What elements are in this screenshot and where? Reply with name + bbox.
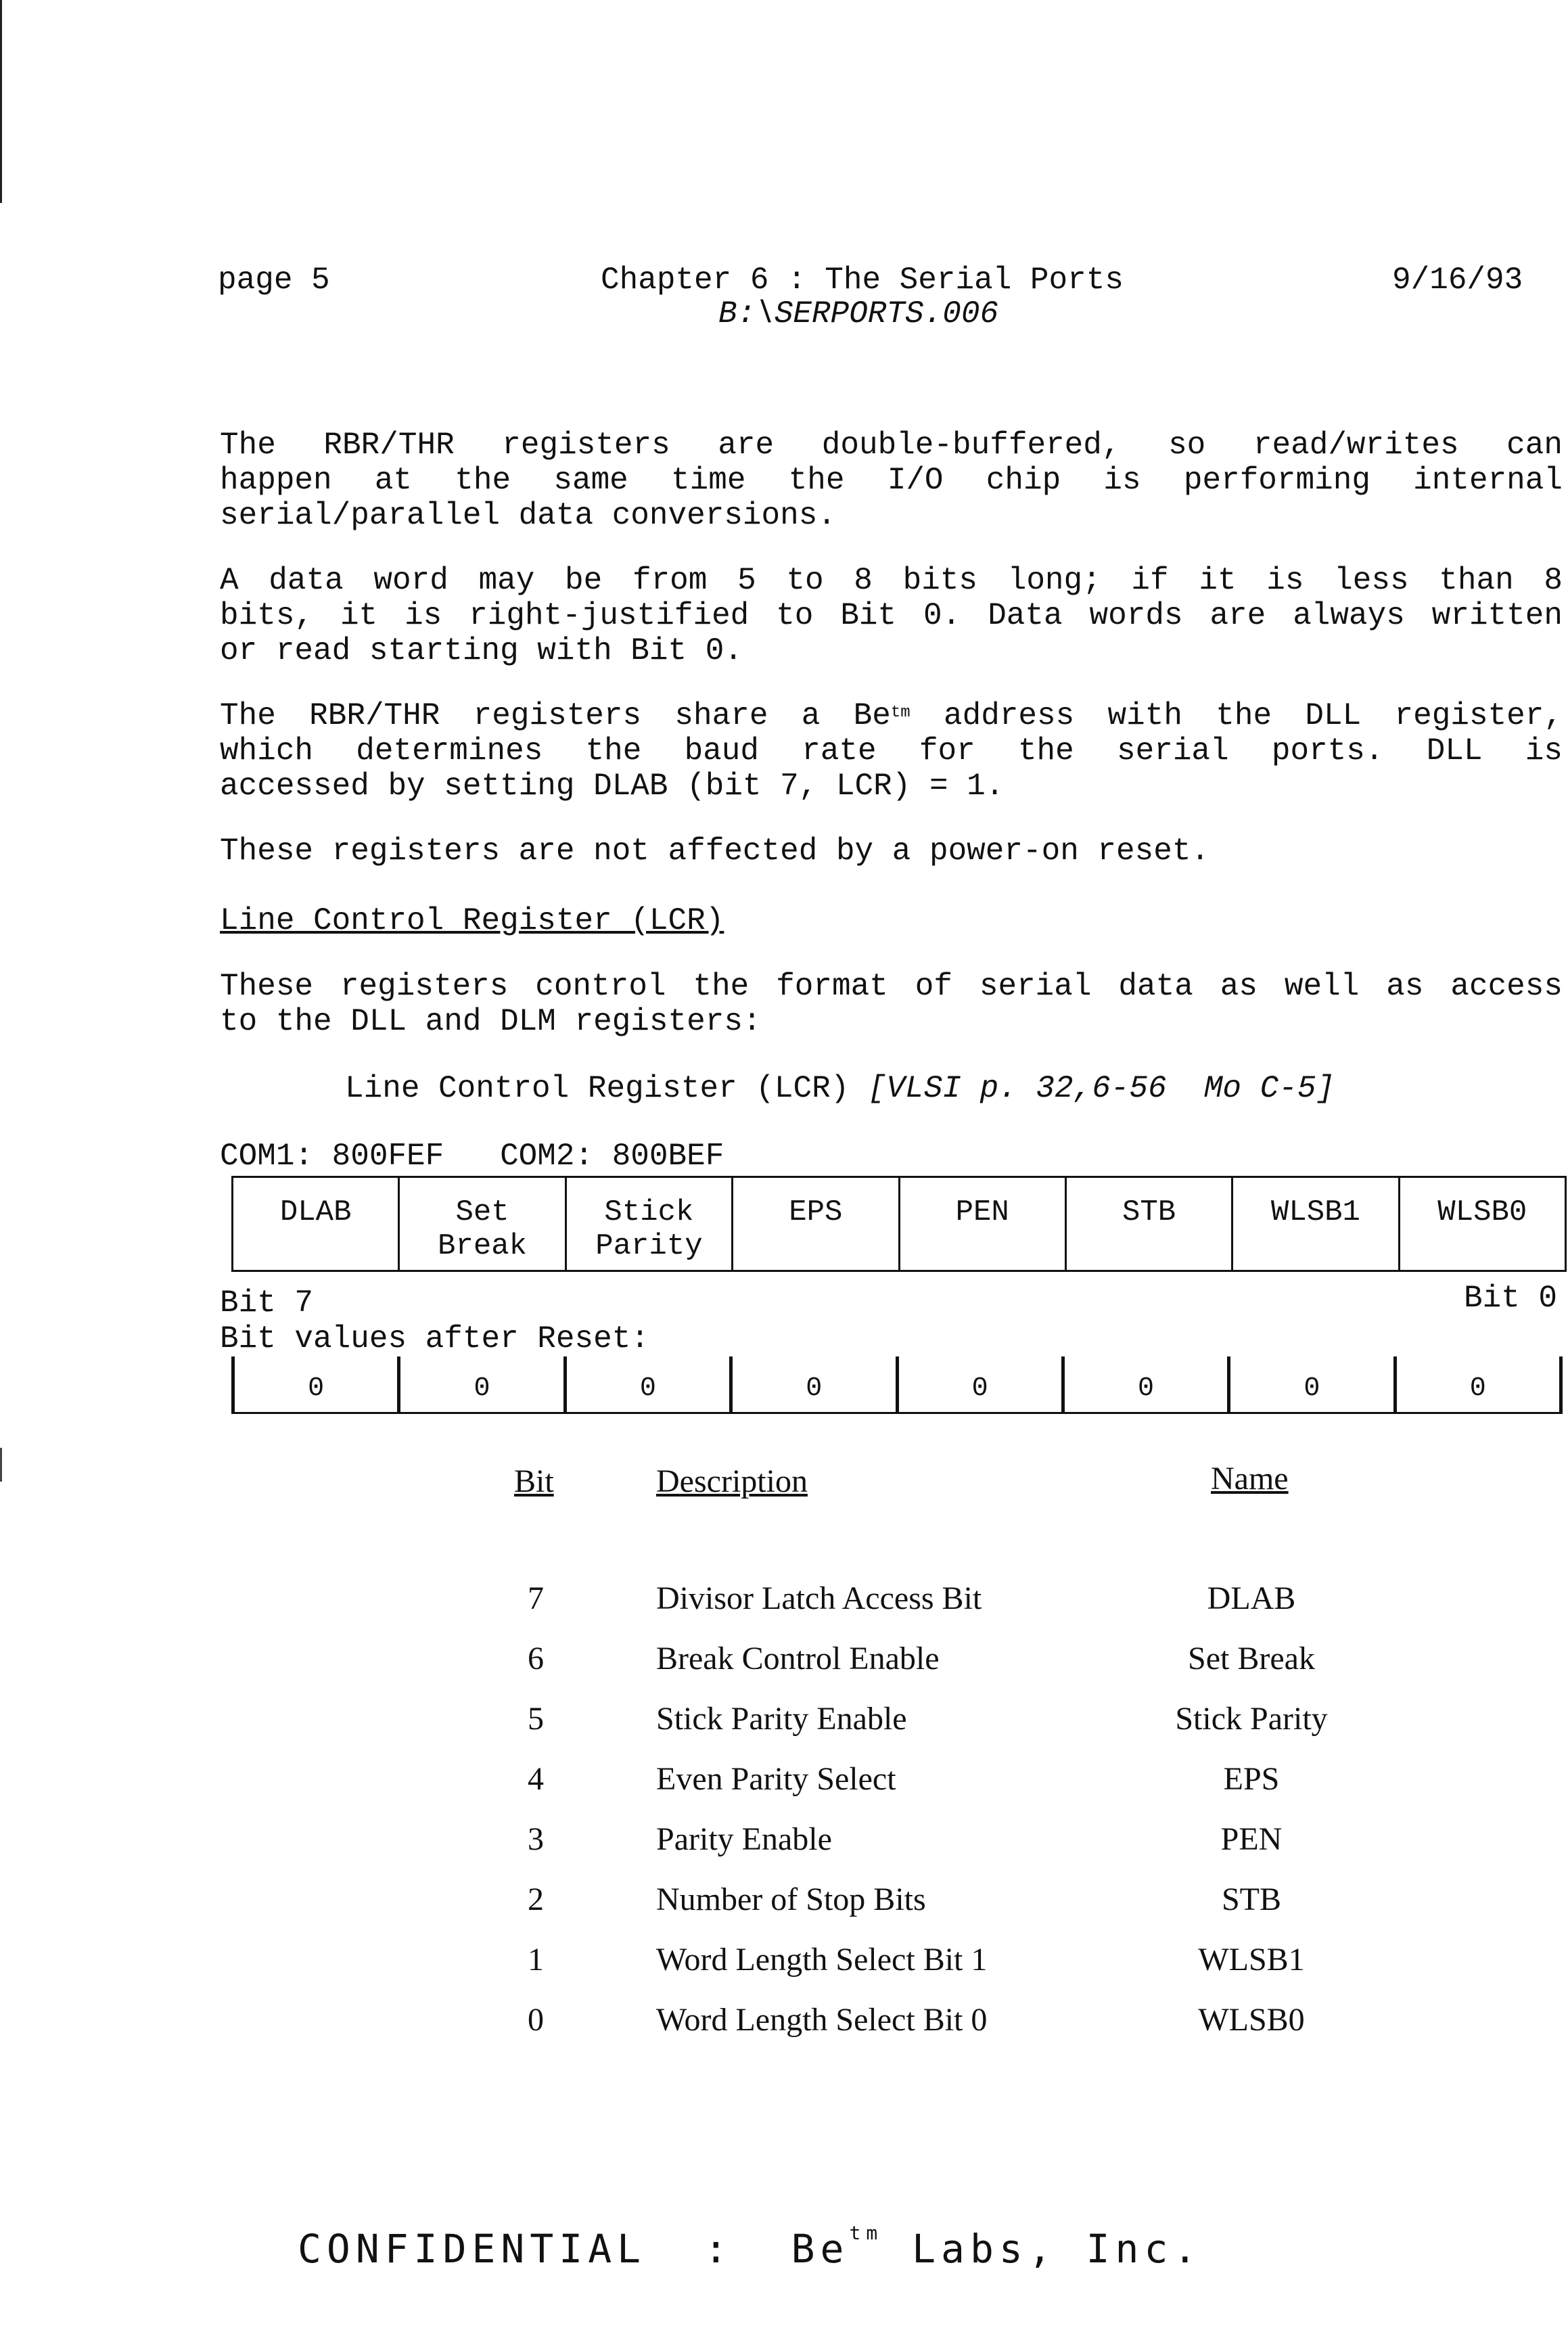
header-chapter-title: Chapter 6 : The Serial Ports — [601, 263, 1124, 298]
register-reference: [VLSI p. 32,6-56 Mo C-5] — [867, 1071, 1335, 1106]
table-header-bit: Bit — [514, 1463, 554, 1499]
paragraph-dll-register — [220, 698, 1563, 804]
paragraph-line: which determines the baud rate for the serial ports. DLL is — [220, 733, 1563, 769]
register-cell: Set Break — [400, 1178, 566, 1270]
paragraph-line: The RBR/THR registers are double-buffered, so read/writes can — [220, 428, 1563, 463]
row-bit: 7 — [528, 1580, 544, 1616]
row-name: Set Break — [1188, 1641, 1315, 1676]
reset-value: 0 — [896, 1356, 1061, 1412]
table-row — [0, 1580, 1568, 1620]
row-bit: 0 — [528, 2002, 544, 2038]
row-name: STB — [1221, 1881, 1282, 1917]
table-header-description: Description — [656, 1463, 808, 1499]
paragraph-power-on-reset: These registers are not affected by a power-on reset. — [220, 834, 1210, 869]
row-name: WLSB1 — [1198, 1942, 1305, 1978]
table-row — [0, 1700, 1568, 1741]
paragraph-line: These registers control the format of serial data as well as access — [220, 969, 1563, 1004]
header-date: 9/16/93 — [1392, 263, 1523, 298]
reset-values-row — [231, 1356, 1563, 1414]
paragraph-line: The RBR/THR registers share a $Be^{tm}$ address with the DLL register, — [220, 698, 1563, 733]
reset-value: 0 — [563, 1356, 729, 1412]
row-description: Word Length Select Bit 0 — [656, 2002, 988, 2038]
row-bit: 2 — [528, 1881, 544, 1917]
table-header-name: Name — [1211, 1461, 1289, 1497]
row-description: Stick Parity Enable — [656, 1701, 907, 1737]
row-bit: 1 — [528, 1942, 544, 1978]
reset-value: 0 — [729, 1356, 895, 1412]
reset-value: 0 — [1061, 1356, 1227, 1412]
table-row — [0, 1640, 1568, 1681]
register-bit-diagram — [231, 1176, 1567, 1272]
table-row — [0, 1760, 1568, 1801]
register-caption: Line Control Register (LCR) [VLSI p. 32,6-56 Mo C-5] — [345, 1071, 1335, 1106]
reset-values-label: Bit values after Reset: — [220, 1321, 649, 1356]
row-description: Number of Stop Bits — [656, 1881, 926, 1917]
bit-low-label: Bit 0 — [1464, 1281, 1558, 1316]
table-row — [0, 2001, 1568, 2042]
paragraph-line: serial/parallel data conversions. — [220, 498, 836, 533]
row-name: Stick Parity — [1175, 1701, 1328, 1737]
paragraph-data-word — [220, 563, 1563, 668]
confidential-footer: CONFIDENTIAL : $Be^{tm}$ Labs, Inc. — [298, 2222, 1203, 2272]
row-bit: 4 — [528, 1761, 544, 1797]
paragraph-double-buffered — [220, 428, 1563, 533]
row-description: Even Parity Select — [656, 1761, 896, 1797]
register-cell: WLSB1 — [1233, 1178, 1400, 1270]
bit-high-label: Bit 7 — [220, 1285, 314, 1321]
table-row — [0, 1821, 1568, 1861]
row-bit: 6 — [528, 1641, 544, 1676]
row-name: WLSB0 — [1198, 2002, 1305, 2038]
section-heading-lcr: Line Control Register (LCR) — [220, 903, 724, 938]
paragraph-line: or read starting with Bit 0. — [220, 633, 743, 668]
register-cell: WLSB0 — [1437, 1195, 1527, 1229]
register-cell: Stick Parity — [567, 1178, 733, 1270]
trademark-superscript: tm — [890, 704, 910, 722]
paragraph-line: accessed by setting DLAB (bit 7, LCR) = 1. — [220, 769, 1005, 804]
row-description: Word Length Select Bit 1 — [656, 1942, 988, 1978]
row-bit: 5 — [528, 1701, 544, 1737]
paragraph-lcr-intro — [220, 969, 1563, 1039]
register-cell: PEN — [900, 1178, 1067, 1270]
scan-margin-mark — [0, 1448, 2, 1482]
scan-edge-mark — [0, 0, 2, 203]
com-port-addresses: COM1: 800FEF COM2: 800BEF — [220, 1139, 724, 1174]
reset-value: 0 — [397, 1356, 563, 1412]
header-page-number: page 5 — [218, 263, 330, 298]
register-cell: DLAB — [233, 1178, 400, 1270]
paragraph-line: A data word may be from 5 to 8 bits long; if it is less than 8 — [220, 563, 1563, 598]
header-file-path: B:\SERPORTS.006 — [718, 296, 999, 332]
trademark-superscript: tm — [849, 2222, 883, 2244]
paragraph-line: to the DLL and DLM registers: — [220, 1004, 762, 1039]
paragraph-line: happen at the same time the I/O chip is performing internal — [220, 463, 1563, 498]
row-bit: 3 — [528, 1821, 544, 1857]
reset-value: 0 — [1227, 1356, 1393, 1412]
row-description: Parity Enable — [656, 1821, 832, 1857]
reset-value: 0 — [1393, 1356, 1563, 1412]
table-row — [0, 1881, 1568, 1921]
register-cell: EPS — [733, 1178, 900, 1270]
row-name: EPS — [1223, 1761, 1280, 1797]
register-cell: STB — [1067, 1178, 1233, 1270]
row-name: PEN — [1220, 1821, 1283, 1857]
row-description: Break Control Enable — [656, 1641, 940, 1676]
paragraph-line: bits, it is right-justified to Bit 0. Data words are always written — [220, 598, 1563, 633]
reset-value: 0 — [231, 1356, 397, 1412]
table-row — [0, 1941, 1568, 1982]
row-name: DLAB — [1207, 1580, 1296, 1616]
row-description: Divisor Latch Access Bit — [656, 1580, 982, 1616]
